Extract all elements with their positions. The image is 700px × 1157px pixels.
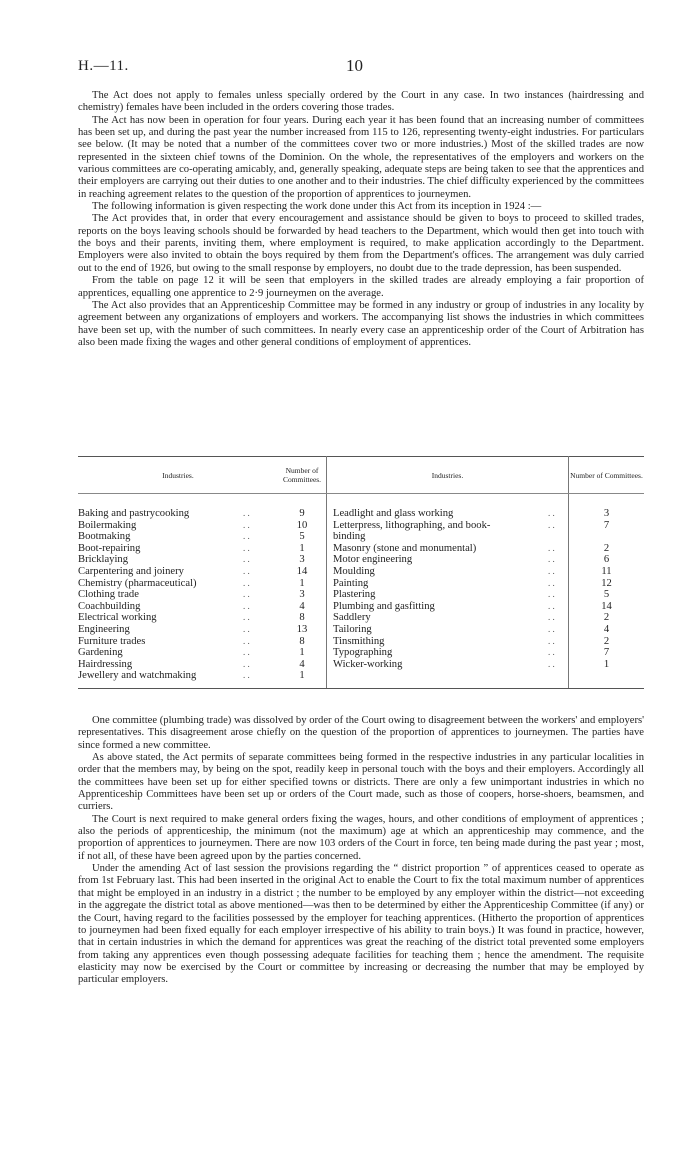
industry-name-left: Furniture trades bbox=[78, 635, 146, 647]
page-number: 10 bbox=[346, 56, 363, 75]
table-row bbox=[78, 647, 644, 659]
industry-name-right: Motor engineering bbox=[333, 554, 413, 566]
industry-name-left: Boilermaking bbox=[78, 519, 137, 531]
leader-dots: . . bbox=[243, 542, 250, 553]
table-row bbox=[78, 508, 644, 520]
table-header-row bbox=[78, 457, 644, 494]
industry-name-right: Leadlight and glass working bbox=[333, 508, 454, 519]
committee-count-right: 5 bbox=[603, 589, 610, 601]
industry-name-left: Carpentering and joinery bbox=[78, 565, 184, 577]
committee-count-left: 9 bbox=[278, 508, 327, 520]
industry-name-left: Clothing trade bbox=[78, 589, 139, 601]
industry-name-left: Coachbuilding bbox=[78, 600, 141, 612]
industry-name-left: Bricklaying bbox=[78, 554, 129, 566]
leader-dots: . . bbox=[243, 635, 250, 646]
paragraph: From the table on page 12 it will be seen that employers in the skilled trades are already employing a fair proportion of apprentices, equalling one apprentice to 2·9 journeymen on the average. bbox=[78, 275, 644, 299]
leader-dots: . . bbox=[548, 601, 569, 613]
paragraph: Under the amending Act of last session the provisions regarding the “ district proportion ” of apprentices ceased to operate as from 1st February last. This had been inserted in the original Act to enable the Court to fix the total maximum number of apprentices that might be employed in an industry in a district ; the number to be employed by any employer within the district—not exceeding in the aggregate the district total as above mentioned—was then to be determined by either the Apprenticeship Committee (if any) or the Court, having regard to the facilities possessed by the employer for teaching apprentices. (Hitherto the proportion of apprentices to journeymen had been fixed equally for each employer irrespective of his ability to train boys.) It was found in practice, however, that in certain industries in which the demand for apprentices was great the reaching of the district total prevented some employers from taking any apprentices even though possessing adequate facilities for teaching them ; hence the amendment. The requisite elasticity may now be exercised by the Court or committee by increasing or decreasing the number that may be employed by particular employers. bbox=[78, 863, 644, 986]
paragraph: The Court is next required to make general orders fixing the wages, hours, and other conditions of employment of apprentices ; also the periods of apprenticeship, the minimum (not the maximum) age at which an apprenticeship may commence, and the proportion of apprentices to journeymen. There are now 103 orders of the Court in force, ten being made during the past year ; most, if not all, of these have been agreed upon by the parties concerned. bbox=[78, 813, 644, 862]
industry-name-left: Hairdressing bbox=[78, 658, 133, 670]
leader-dots: . . bbox=[243, 647, 250, 658]
committee-count-right: 6 bbox=[603, 554, 610, 566]
committee-count-left: 13 bbox=[278, 624, 327, 636]
table-row bbox=[78, 554, 644, 566]
leader-dots: . . bbox=[243, 531, 250, 542]
leader-dots bbox=[548, 531, 569, 543]
industry-name-left: Jewellery and watchmaking bbox=[78, 670, 197, 682]
committee-count-left: 3 bbox=[278, 589, 327, 601]
committee-count-left: 8 bbox=[278, 636, 327, 648]
leader-dots bbox=[548, 670, 569, 682]
paragraph: The Act also provides that an Apprenticeship Committee may be formed in any industry or group of industries in any locality by agreement between any organizations of employers and workers. The accompanying list shows the industries in which committees have been set up, with the number of such committees. In nearly every case an apprenticeship order of the Court of Arbitration has also been made fixing the wages and other general conditions of employment of apprentices. bbox=[78, 299, 644, 348]
table-row bbox=[78, 520, 644, 532]
table-row bbox=[78, 578, 644, 590]
committee-count-left: 1 bbox=[278, 578, 327, 590]
industry-name-left: Electrical working bbox=[78, 612, 157, 624]
leader-dots: . . bbox=[243, 658, 250, 669]
table-row bbox=[78, 670, 644, 682]
committee-count-left: 4 bbox=[278, 601, 327, 613]
leader-dots: . . bbox=[243, 670, 250, 681]
committee-count-left: 3 bbox=[278, 554, 327, 566]
committee-count-left: 14 bbox=[278, 566, 327, 578]
leader-dots: . . bbox=[243, 623, 250, 634]
leader-dots: . . bbox=[548, 578, 569, 590]
industry-name-right: Plastering bbox=[333, 589, 376, 601]
table-row bbox=[78, 601, 644, 613]
table-row bbox=[78, 531, 644, 543]
leader-dots: . . bbox=[243, 577, 250, 588]
leader-dots: . . bbox=[548, 612, 569, 624]
leader-dots: . . bbox=[548, 566, 569, 578]
industry-name-left: Chemistry (pharmaceutical) bbox=[78, 577, 197, 589]
committee-count-right: 2 bbox=[603, 542, 610, 554]
industry-name-left: Baking and pastrycooking bbox=[78, 508, 190, 519]
leader-dots: . . bbox=[548, 624, 569, 636]
paragraph: The Act has now been in operation for four years. During each year it has been found that an increasing number of committees has been set up, and during the past year the number increased from 115 to 126, representing twenty-eight industries. For particulars see below. (It may be noted that a number of the committees cover two or more industries.) Most of the skilled trades are now represented in the sixteen chief towns of the Dominion. On the whole, the representatives of the employers and workers on the various committees are co-operating amicably, and, generally speaking, adequate steps are being taken to see that the apprentices and their employers are carrying out their duties to one another and to their industries. The chief difficulty experienced by the committees in reaching agreement relates to the question of the proportion of apprentices to journeymen. bbox=[78, 114, 644, 200]
committee-count-right: 4 bbox=[603, 623, 610, 635]
committee-count-right bbox=[569, 531, 645, 543]
industry-name-left: Bootmaking bbox=[78, 531, 131, 543]
committee-count-left: 8 bbox=[278, 612, 327, 624]
industry-name-right: Masonry (stone and monumental) bbox=[333, 542, 477, 554]
header-number-left: Number of Committees. bbox=[278, 457, 327, 494]
leader-dots: . . bbox=[243, 508, 250, 518]
committee-count-left: 1 bbox=[278, 647, 327, 659]
industry-name-right bbox=[327, 670, 549, 682]
table-row bbox=[78, 624, 644, 636]
leader-dots: . . bbox=[243, 589, 250, 600]
paragraph: One committee (plumbing trade) was dissolved by order of the Court owing to disagreement between the workers' and employers' representatives. This disagreement arose chiefly on the question of the proportion of apprentices to journeymen. The parties have since formed a new committee. bbox=[78, 715, 644, 751]
table-row bbox=[78, 636, 644, 648]
committee-count-right bbox=[569, 670, 645, 682]
industry-name-left: Boot-repairing bbox=[78, 542, 141, 554]
paragraph: The Act does not apply to females unless specially ordered by the Court in any case. In two instances (hairdressing and chemistry) females have been included in the orders covering those trades. bbox=[78, 90, 644, 114]
paragraph: The following information is given respecting the work done under this Act from its inception in 1924 :— bbox=[92, 201, 542, 213]
committee-count-left: 1 bbox=[278, 543, 327, 555]
industry-name-right: Letterpress, lithographing, and book- bbox=[333, 519, 491, 531]
leader-dots: . . bbox=[243, 554, 250, 565]
committee-count-right: 11 bbox=[601, 565, 612, 577]
leader-dots: . . bbox=[548, 508, 569, 520]
paragraph: As above stated, the Act permits of separate committees being formed in the respective industries in any particular localities in order that the members may, by being on the spot, readily keep in personal touch with the boys and their employers. Accordingly all the committees have been set up for either specified towns or districts. There are only a few unimportant industries in which no Apprenticeship Committees have been set up or orders of the Court made, such as those of coopers, horse-shoers, beamsmen, and curriers. bbox=[78, 752, 644, 813]
closing-text bbox=[78, 715, 644, 987]
committee-count-right: 14 bbox=[601, 600, 612, 612]
leader-dots: . . bbox=[243, 565, 250, 576]
committee-count-left: 5 bbox=[278, 531, 327, 543]
industry-name-right: Moulding bbox=[333, 565, 375, 577]
committee-count-right: 2 bbox=[603, 635, 610, 647]
committees-table bbox=[78, 456, 644, 689]
industry-name-right: Typographing bbox=[333, 647, 393, 659]
committee-count-right: 7 bbox=[603, 647, 610, 659]
table-row bbox=[78, 612, 644, 624]
industry-name-right: binding bbox=[333, 531, 366, 543]
industry-name-right: Tailoring bbox=[333, 623, 372, 635]
industry-name-right: Wicker-working bbox=[333, 658, 403, 670]
leader-dots: . . bbox=[548, 589, 569, 601]
industry-name-right: Painting bbox=[333, 577, 369, 589]
header-number-right: Number of Committees. bbox=[569, 457, 645, 494]
table-body bbox=[78, 494, 644, 689]
committee-count-right: 7 bbox=[603, 519, 610, 531]
leader-dots: . . bbox=[548, 647, 569, 659]
leader-dots: . . bbox=[548, 520, 569, 532]
committee-count-right: 3 bbox=[603, 508, 610, 519]
leader-dots: . . bbox=[548, 554, 569, 566]
committee-count-right: 12 bbox=[601, 577, 612, 589]
leader-dots: . . bbox=[243, 519, 250, 530]
leader-dots: . . bbox=[243, 600, 250, 611]
table-row bbox=[78, 566, 644, 578]
committee-count-left: 10 bbox=[278, 520, 327, 532]
committee-count-left: 4 bbox=[278, 659, 327, 671]
industry-name-right: Saddlery bbox=[333, 612, 371, 624]
table-row bbox=[78, 543, 644, 555]
table-row bbox=[78, 589, 644, 601]
document-code: H.—11. bbox=[78, 58, 129, 74]
table-row bbox=[78, 659, 644, 671]
industry-name-right: Tinsmithing bbox=[333, 635, 385, 647]
paragraph: The Act provides that, in order that every encouragement and assistance should be given to boys to proceed to skilled trades, reports on the boys leaving schools should be forwarded by head teachers to the Department, which would then get into touch with the boys and their parents, inviting them, where employment is required, to make application accordingly to the Department. Employers were also invited to obtain the boys required by them from the Department's offices. The arrangement was duly carried out to the end of 1926, but owing to the small response by employers, no doubt due to the trade depression, has been suspended. bbox=[78, 213, 644, 274]
leader-dots: . . bbox=[548, 659, 569, 671]
industry-name-left: Engineering bbox=[78, 623, 130, 635]
industry-name-left: Gardening bbox=[78, 647, 123, 659]
intro-text bbox=[78, 90, 644, 349]
committee-count-left: 1 bbox=[278, 670, 327, 682]
header-industries-right: Industries. bbox=[327, 457, 569, 494]
committee-count-right: 2 bbox=[603, 612, 610, 624]
header-industries-left: Industries. bbox=[78, 457, 278, 494]
industry-name-right: Plumbing and gasfitting bbox=[333, 600, 435, 612]
leader-dots: . . bbox=[548, 543, 569, 555]
leader-dots: . . bbox=[243, 612, 250, 623]
committee-count-right: 1 bbox=[603, 658, 610, 670]
leader-dots: . . bbox=[548, 636, 569, 648]
